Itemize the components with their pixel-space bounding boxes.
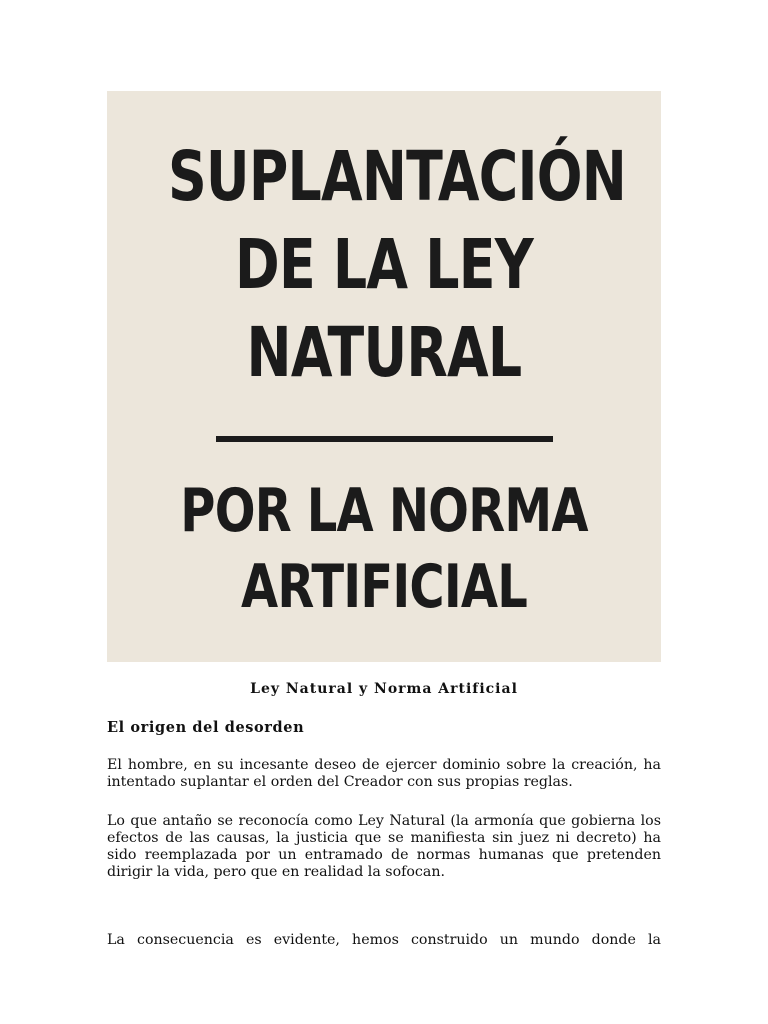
paragraph: La consecuencia es evidente, hemos construido un mundo donde la [107, 932, 661, 948]
cover-subtitle [162, 473, 605, 625]
cover-subtitle-line: ARTIFICIAL [240, 552, 528, 622]
document-title: Ley Natural y Norma Artificial [250, 681, 518, 697]
paragraph: El hombre, en su incesante deseo de ejercer dominio sobre la creación, ha intentado suplantar el orden del Creador con sus propias reglas. [107, 757, 661, 790]
cover-title-line: NATURAL [246, 313, 522, 393]
section-heading: El origen del desorden [107, 719, 305, 736]
cover-divider [216, 436, 553, 442]
cover-image [107, 91, 661, 662]
cover-title [167, 133, 626, 397]
cover-subtitle-line: POR LA NORMA [180, 476, 588, 546]
paragraph: Lo que antaño se reconocía como Ley Natural (la armonía que gobierna los efectos de las causas, la justicia que se manifiesta sin juez ni decreto) ha sido reemplazada por un entramado de normas humanas que pretenden dirigir la vida, pero que en realidad la sofocan. [107, 813, 661, 880]
cover-title-line: DE LA LEY [235, 225, 533, 305]
cover-title-line: SUPLANTACIÓN [167, 137, 626, 217]
